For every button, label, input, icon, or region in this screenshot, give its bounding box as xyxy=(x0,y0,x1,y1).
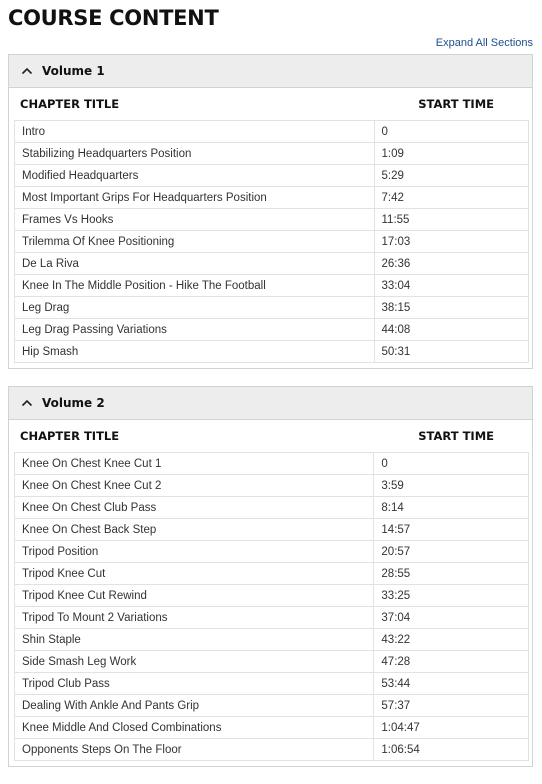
chapter-title: Most Important Grips For Headquarters Position xyxy=(15,187,375,209)
chapter-start-time: 0 xyxy=(374,121,528,143)
section-title: Volume 2 xyxy=(42,396,105,410)
chapter-row[interactable] xyxy=(15,695,529,717)
chapter-row[interactable] xyxy=(15,585,529,607)
chapter-row[interactable] xyxy=(15,121,529,143)
chapter-start-time: 33:04 xyxy=(374,275,528,297)
chapter-title: Tripod Position xyxy=(15,541,374,563)
chapter-start-time: 8:14 xyxy=(374,497,529,519)
chapter-title: Modified Headquarters xyxy=(15,165,375,187)
chapter-start-time: 53:44 xyxy=(374,673,529,695)
chapter-title: Knee On Chest Club Pass xyxy=(15,497,374,519)
chapter-row[interactable] xyxy=(15,739,529,761)
chapters-body xyxy=(15,121,529,363)
chapter-start-time: 38:15 xyxy=(374,297,528,319)
chapter-start-time: 1:06:54 xyxy=(374,739,529,761)
section-volume-1 xyxy=(8,54,533,369)
chapter-row[interactable] xyxy=(15,187,529,209)
chapter-start-time: 47:28 xyxy=(374,651,529,673)
chapter-start-time: 3:59 xyxy=(374,475,529,497)
chapter-start-time: 28:55 xyxy=(374,563,529,585)
chapter-title: Leg Drag Passing Variations xyxy=(15,319,375,341)
chapter-start-time: 50:31 xyxy=(374,341,528,363)
chapter-row[interactable] xyxy=(15,275,529,297)
chapter-title: Frames Vs Hooks xyxy=(15,209,375,231)
chapter-start-time: 44:08 xyxy=(374,319,528,341)
chapter-start-time: 11:55 xyxy=(374,209,528,231)
chapter-title-header: CHAPTER TITLE xyxy=(20,97,120,111)
chapter-row[interactable] xyxy=(15,341,529,363)
chapter-row[interactable] xyxy=(15,475,529,497)
chapter-row[interactable] xyxy=(15,673,529,695)
chapter-row[interactable] xyxy=(15,629,529,651)
chapter-title: Leg Drag xyxy=(15,297,375,319)
chapter-start-time: 26:36 xyxy=(374,253,528,275)
chapter-row[interactable] xyxy=(15,519,529,541)
chapters-table xyxy=(14,120,529,363)
section-title: Volume 1 xyxy=(42,64,105,78)
chapter-row[interactable] xyxy=(15,651,529,673)
chapter-title: Knee On Chest Back Step xyxy=(15,519,374,541)
chapter-title: Tripod Club Pass xyxy=(15,673,374,695)
chapter-title: Side Smash Leg Work xyxy=(15,651,374,673)
column-headers xyxy=(9,88,532,120)
start-time-header: START TIME xyxy=(418,429,494,443)
chapter-start-time: 1:09 xyxy=(374,143,528,165)
section-header-volume-2[interactable] xyxy=(9,387,532,420)
chapters-body xyxy=(15,453,529,761)
chapter-start-time: 43:22 xyxy=(374,629,529,651)
chapter-row[interactable] xyxy=(15,607,529,629)
chapter-start-time: 1:04:47 xyxy=(374,717,529,739)
chapter-title: Shin Staple xyxy=(15,629,374,651)
chapter-title: Opponents Steps On The Floor xyxy=(15,739,374,761)
chapter-row[interactable] xyxy=(15,453,529,475)
chapter-row[interactable] xyxy=(15,563,529,585)
column-headers xyxy=(9,420,532,452)
chapter-title: Knee In The Middle Position - Hike The Football xyxy=(15,275,375,297)
chapter-row[interactable] xyxy=(15,165,529,187)
chapter-title: Knee On Chest Knee Cut 2 xyxy=(15,475,374,497)
chapter-row[interactable] xyxy=(15,717,529,739)
chapter-row[interactable] xyxy=(15,253,529,275)
chapter-start-time: 33:25 xyxy=(374,585,529,607)
start-time-header: START TIME xyxy=(418,97,494,111)
chapter-title: Trilemma Of Knee Positioning xyxy=(15,231,375,253)
chapter-start-time: 17:03 xyxy=(374,231,528,253)
chapter-title: Tripod To Mount 2 Variations xyxy=(15,607,374,629)
chapter-start-time: 14:57 xyxy=(374,519,529,541)
chapter-title: De La Riva xyxy=(15,253,375,275)
chapter-row[interactable] xyxy=(15,143,529,165)
chapter-row[interactable] xyxy=(15,209,529,231)
expand-all-sections-link[interactable]: Expand All Sections xyxy=(435,37,533,49)
chapter-title: Knee Middle And Closed Combinations xyxy=(15,717,374,739)
chapter-title: Stabilizing Headquarters Position xyxy=(15,143,375,165)
chevron-up-icon xyxy=(20,64,34,78)
chapter-row[interactable] xyxy=(15,319,529,341)
chapter-title: Knee On Chest Knee Cut 1 xyxy=(15,453,374,475)
chapter-title-header: CHAPTER TITLE xyxy=(20,429,120,443)
chapter-row[interactable] xyxy=(15,497,529,519)
chapter-start-time: 5:29 xyxy=(374,165,528,187)
chapter-title: Tripod Knee Cut Rewind xyxy=(15,585,374,607)
chapter-start-time: 37:04 xyxy=(374,607,529,629)
chapter-start-time: 0 xyxy=(374,453,529,475)
section-volume-2 xyxy=(8,386,533,767)
chapter-title: Tripod Knee Cut xyxy=(15,563,374,585)
chapters-table xyxy=(14,452,529,761)
chapter-start-time: 20:57 xyxy=(374,541,529,563)
chapter-title: Intro xyxy=(15,121,375,143)
section-header-volume-1[interactable] xyxy=(9,55,532,88)
chapter-title: Dealing With Ankle And Pants Grip xyxy=(15,695,374,717)
chapter-title: Hip Smash xyxy=(15,341,375,363)
page-title: COURSE CONTENT xyxy=(8,6,219,30)
chapter-row[interactable] xyxy=(15,541,529,563)
chapter-row[interactable] xyxy=(15,297,529,319)
chapter-start-time: 7:42 xyxy=(374,187,528,209)
chevron-up-icon xyxy=(20,396,34,410)
chapter-start-time: 57:37 xyxy=(374,695,529,717)
chapter-row[interactable] xyxy=(15,231,529,253)
